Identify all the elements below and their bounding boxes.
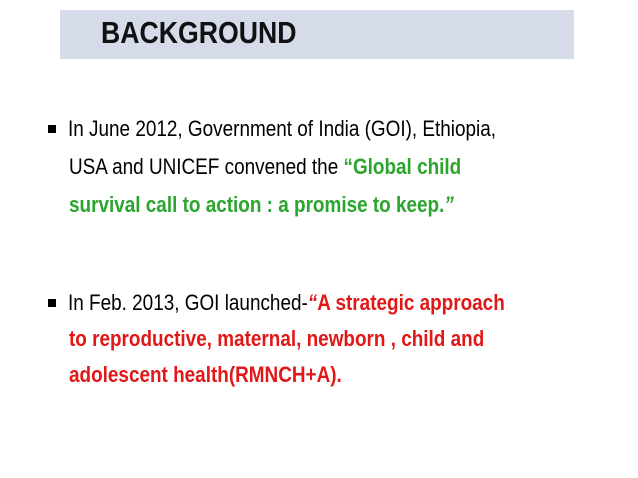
bullet-2-line-3 <box>69 361 342 389</box>
bullet-2-line-2 <box>69 325 484 353</box>
bullet-2-line-1-text: In Feb. 2013, GOI launched- <box>68 290 308 315</box>
bullet-1-highlight-end: survival call to action : a promise to keep. <box>69 192 445 217</box>
bullet-1-highlight-start: “Global child <box>343 154 462 179</box>
bullet-2-highlight-middle: to reproductive, maternal, newborn , child and <box>69 326 485 351</box>
square-bullet-icon <box>48 299 56 307</box>
slide-title: BACKGROUND <box>101 15 297 50</box>
bullet-2-highlight-end: adolescent health(RMNCH+A). <box>69 362 342 387</box>
bullet-1-line-2-text: USA and UNICEF convened the <box>69 154 344 179</box>
bullet-1-closing-quote: ” <box>444 192 454 217</box>
bullet-1-line-1 <box>68 115 496 143</box>
bullet-1-line-3 <box>69 191 454 219</box>
square-bullet-icon <box>48 125 56 133</box>
bullet-2-line-1 <box>68 289 505 317</box>
bullet-2-opening-quote: “ <box>307 290 318 315</box>
bullet-1-line-2 <box>69 153 461 181</box>
title-band <box>60 10 574 59</box>
bullet-1-line-1-text: In June 2012, Government of India (GOI), Ethiopia, <box>68 116 497 141</box>
bullet-2-highlight-start: A strategic approach <box>317 290 505 315</box>
